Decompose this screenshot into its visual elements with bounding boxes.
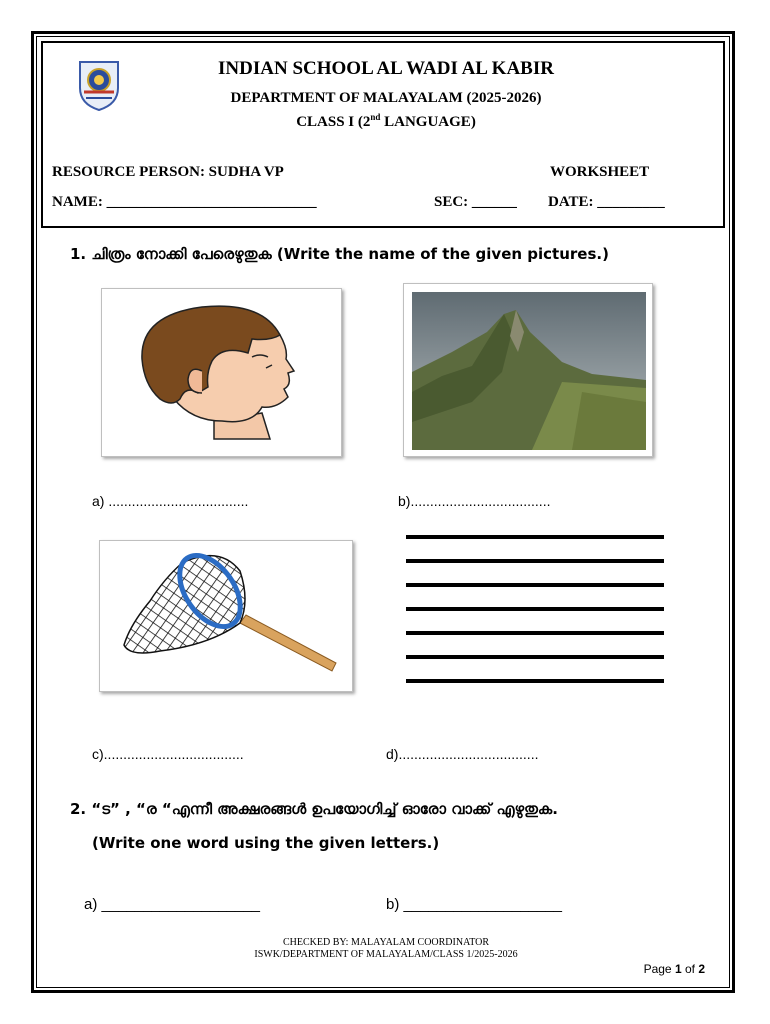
school-logo-icon xyxy=(74,58,124,112)
page-number: Page 1 of 2 xyxy=(643,962,705,976)
writing-lines[interactable] xyxy=(406,535,664,700)
class-title: CLASS I (2nd LANGUAGE) xyxy=(296,112,476,130)
answer-a-blank[interactable]: a) .................................... xyxy=(92,493,249,509)
resource-person: RESOURCE PERSON: SUDHA VP xyxy=(52,164,284,180)
butterfly-net-image xyxy=(99,540,353,692)
answer-c-blank[interactable]: c).................................... xyxy=(92,746,244,762)
mountain-image xyxy=(403,283,653,457)
head-profile-image xyxy=(101,288,342,457)
q2-answer-b-blank[interactable]: b) ___________________ xyxy=(386,896,563,913)
answer-d-blank[interactable]: d).................................... xyxy=(386,746,539,762)
section-field[interactable]: SEC: ______ xyxy=(434,194,517,210)
date-field[interactable]: DATE: _________ xyxy=(548,194,665,210)
footer-checked-by: CHECKED BY: MALAYALAM COORDINATOR xyxy=(282,937,490,948)
question-2-subtext: (Write one word using the given letters.) xyxy=(92,834,440,852)
worksheet-label: WORKSHEET xyxy=(550,164,650,180)
footer-reference: ISWK/DEPARTMENT OF MALAYALAM/CLASS 1/2025-2026 xyxy=(254,949,518,960)
question-2: 2. “ട” , “ര “എന്നീ അക്ഷരങ്ങൾ ഉപയോഗിച്ച് ഓരോ വാക്ക് എഴുതുക. xyxy=(70,800,558,818)
question-1: 1. ചിത്രം നോക്കി പേരെഴുതുക (Write the name of the given pictures.) xyxy=(70,245,609,263)
department-title: DEPARTMENT OF MALAYALAM (2025-2026) xyxy=(230,90,542,106)
school-name: INDIAN SCHOOL AL WADI AL KABIR xyxy=(218,58,554,79)
answer-b-blank[interactable]: b).................................... xyxy=(398,493,551,509)
name-field[interactable]: NAME: ____________________________ xyxy=(52,194,317,210)
q2-answer-a-blank[interactable]: a) ___________________ xyxy=(84,896,261,913)
